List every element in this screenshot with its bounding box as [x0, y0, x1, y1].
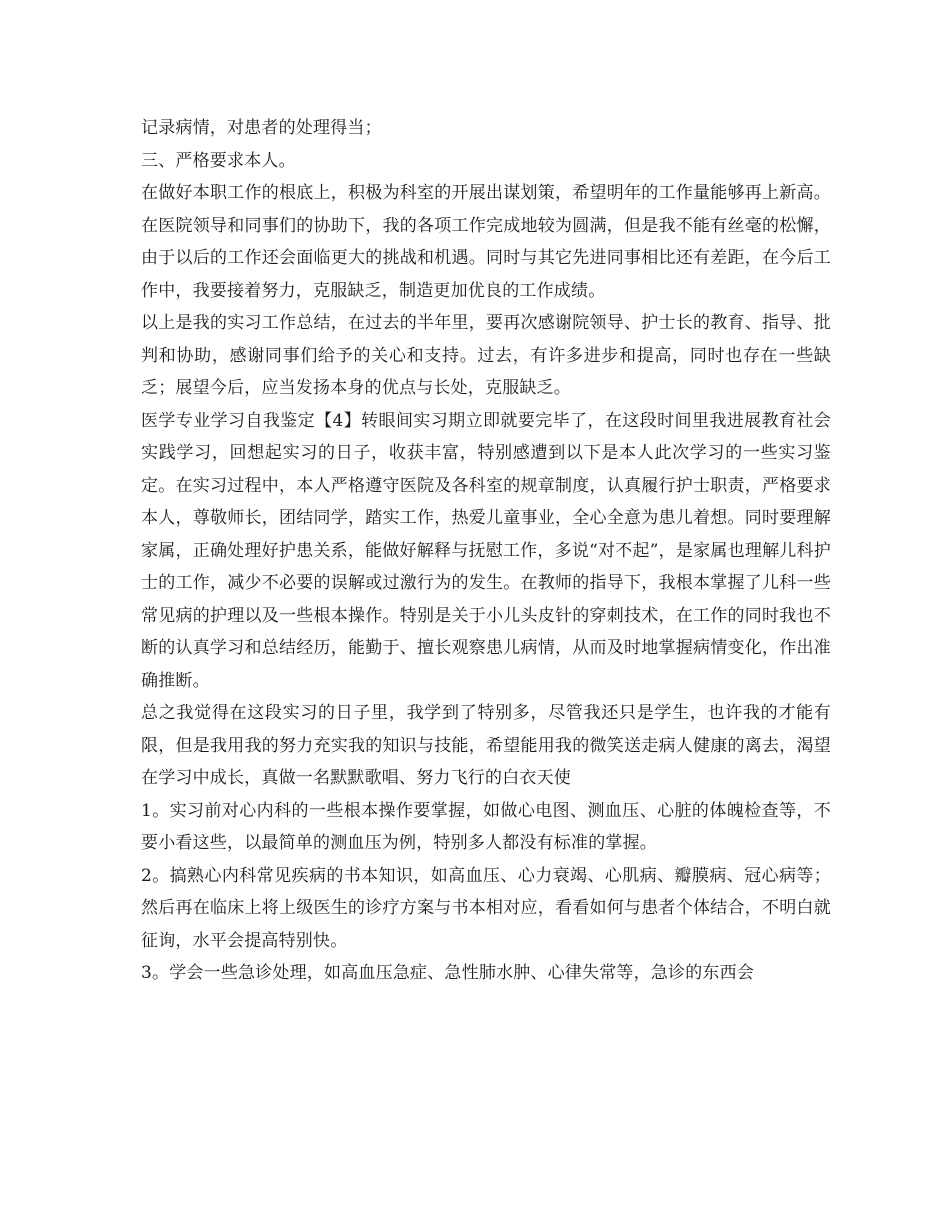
paragraph: 记录病情，对患者的处理得当；	[141, 118, 382, 138]
section-heading: 三、严格要求本人。	[141, 150, 296, 171]
document-body	[141, 112, 831, 990]
paragraph: 总之我觉得在这段实习的日子里，我学到了特别多，尽管我还只是学生，也许我的才能有限，但是我用我的努力充实我的知识与技能，希望能用我的微笑送走病人健康的离去，渴望在学习中成长，真做一名默默歌唱、努力飞行的白衣天使	[141, 703, 831, 788]
list-item: 3。学会一些急诊处理，如高血压急症、急性肺水肿、心律失常等，急诊的东西会	[141, 963, 755, 983]
paragraph: 在做好本职工作的根底上，积极为科室的开展出谋划策，希望明年的工作量能够再上新高。在医院领导和同事们的协助下，我的各项工作完成地较为圆满，但是我不能有丝毫的松懈，由于以后的工作还会面临更大的挑战和机遇。同时与其它先进同事相比还有差距，在今后工作中，我要接着努力，克服缺乏，制造更加优良的工作成绩。	[141, 183, 831, 301]
paragraph: 以上是我的实习工作总结，在过去的半年里，要再次感谢院领导、护士长的教育、指导、批判和协助，感谢同事们给予的关心和支持。过去，有许多进步和提高，同时也存在一些缺乏；展望今后，应当发扬本身的优点与长处，克服缺乏。	[141, 313, 831, 398]
list-item: 1。实习前对心内科的一些根本操作要掌握，如做心电图、测血压、心脏的体魄检查等，不要小看这些，以最简单的测血压为例，特别多人都没有标准的掌握。	[141, 800, 831, 853]
list-item: 2。搞熟心内科常见疾病的书本知识，如高血压、心力衰竭、心肌病、瓣膜病、冠心病等；然后再在临床上将上级医生的诊疗方案与书本相对应，看看如何与患者个体结合，不明白就征询，水平会提高特别快。	[141, 865, 831, 951]
paragraph: 医学专业学习自我鉴定【4】转眼间实习期立即就要完毕了，在这段时间里我进展教育社会实践学习，回想起实习的日子，收获丰富，特别感遭到以下是本人此次学习的一些实习鉴定。在实习过程中，本人严格遵守医院及各科室的规章制度，认真履行护士职责，严格要求本人，尊敬师长，团结同学，踏实工作，热爱儿童事业，全心全意为患儿着想。同时要理解家属，正确处理好护患关系，能做好解释与抚慰工作，多说“对不起”，是家属也理解儿科护士的工作，减少不必要的误解或过激行为的发生。在教师的指导下，我根本掌握了儿科一些常见病的护理以及一些根本操作。特别是关于小儿头皮针的穿刺技术，在工作的同时我也不断的认真学习和总结经历，能勤于、擅长观察患儿病情，从而及时地掌握病情变化，作出准确推断。	[141, 410, 831, 691]
